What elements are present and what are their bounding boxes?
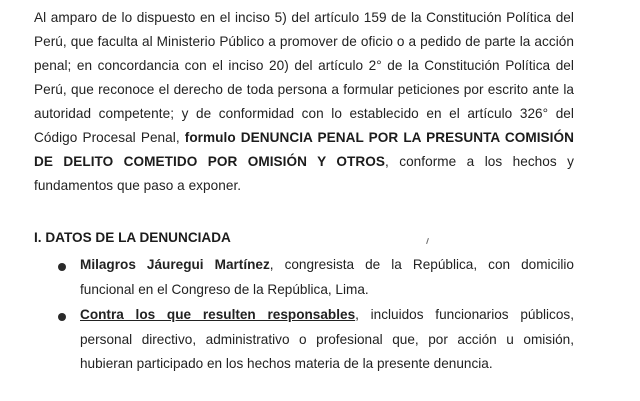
list-item-text: , incluidos funcionarios públicos, personal directivo, administrativo o profesional que, por acción u omisión, hubieran participado en los hechos materia de la presente denuncia. bbox=[80, 307, 574, 371]
list-item-name: Contra los que resulten responsables bbox=[80, 307, 356, 322]
list-item-name: Milagros Jáuregui Martínez bbox=[80, 257, 270, 272]
intro-bold-statement: formulo DENUNCIA PENAL POR LA PRESUNTA COMISIÓN DE DELITO COMETIDO POR OMISIÓN Y OTROS bbox=[34, 130, 574, 169]
list-item-responsables bbox=[80, 303, 574, 377]
list-item-denunciada bbox=[80, 253, 574, 302]
list-item-text: , congresista de la República, con domicilio funcional en el Congreso de la República, Lima. bbox=[80, 257, 574, 297]
intro-text-end: , conforme a los hechos y fundamentos que paso a exponer. bbox=[34, 154, 574, 193]
bullet-icon bbox=[58, 313, 66, 321]
intro-paragraph bbox=[34, 6, 574, 198]
bullet-icon bbox=[58, 263, 66, 271]
stray-mark bbox=[426, 238, 429, 244]
section-heading: I. DATOS DE LA DENUNCIADA bbox=[34, 230, 231, 245]
intro-text: Al amparo de lo dispuesto en el inciso 5) del artículo 159 de la Constitución Política del Perú, que faculta al Ministerio Público a promover de oficio o a pedido de parte la acción penal; en concordancia con el inciso 20) del artículo 2° de la Constitución Política del Perú, que reconoce el derecho de toda persona a formular peticiones por escrito ante la autoridad competente; y de conformidad con lo establecido en el artículo 326° del Código Procesal Penal, bbox=[34, 10, 574, 145]
